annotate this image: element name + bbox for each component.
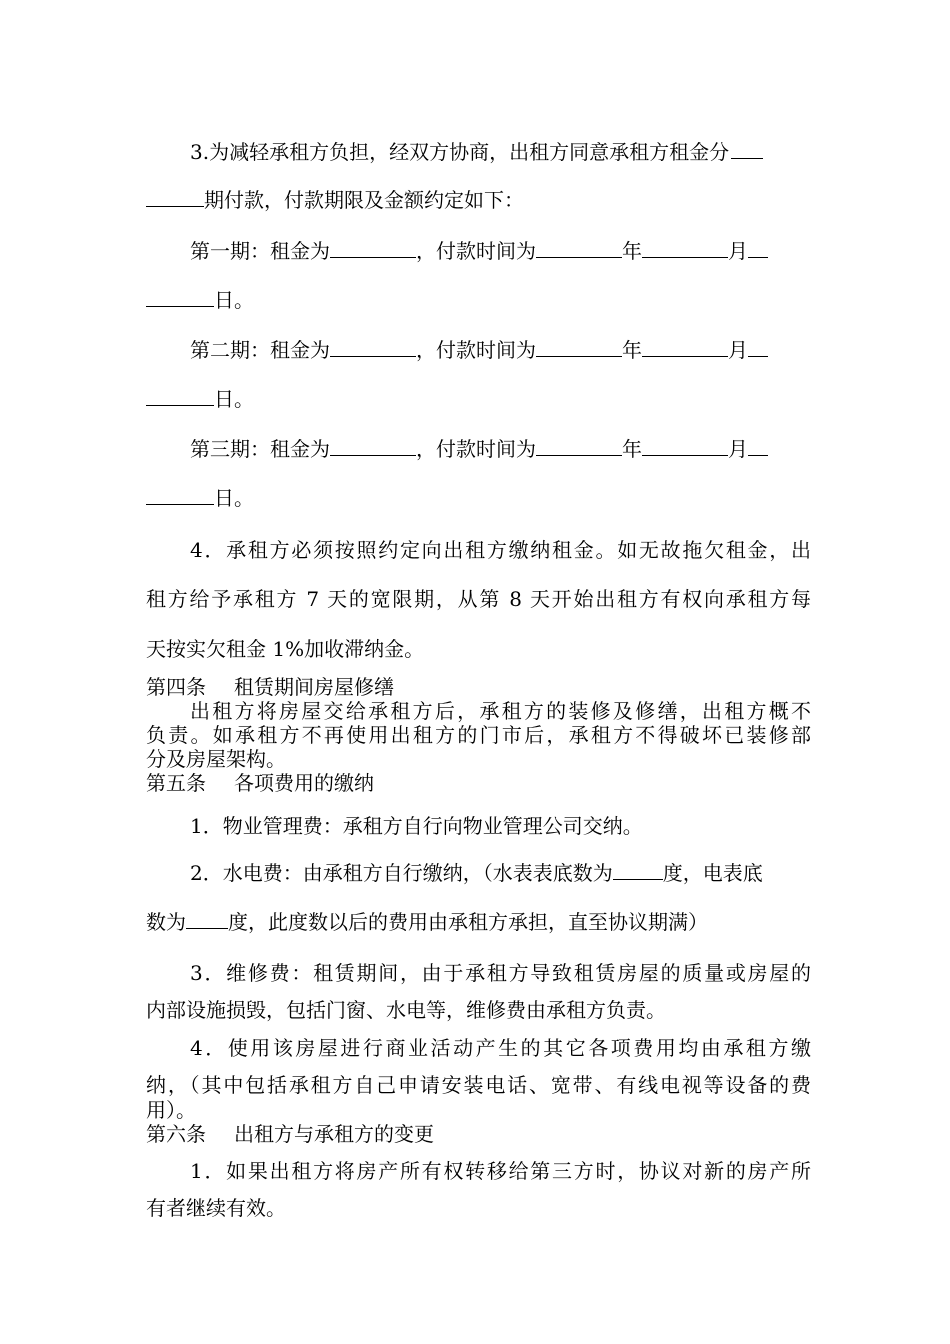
installment-3-line2 (146, 485, 811, 511)
article-title: 出租方与承租方的变更 (234, 1122, 434, 1146)
blank-rent (330, 338, 416, 357)
item3-line2 (146, 187, 811, 213)
year-label: 年 (622, 338, 642, 362)
installment-1-line2 (146, 287, 811, 313)
installment-label: 第三期：租金为 (190, 437, 330, 461)
blank-month (642, 338, 728, 357)
item2-text-b: 度，电表底 (662, 861, 763, 885)
article5-item4-line3: 用）。 (146, 1098, 196, 1122)
article6-item1-line2: 有者继续有效。 (146, 1196, 286, 1220)
article4-p3: 分及房屋架构。 (146, 747, 286, 771)
blank-year (536, 437, 622, 456)
article-title: 租赁期间房屋修缮 (234, 675, 394, 699)
item2-text-c: 数为 (146, 910, 186, 934)
blank-month (642, 437, 728, 456)
blank-year (536, 239, 622, 258)
blank-installment-count (731, 140, 763, 159)
blank-day (748, 239, 768, 258)
blank-electric-meter (186, 910, 228, 929)
item2-text-d: 度，此度数以后的费用由承租方承担，直至协议期满） (228, 910, 708, 934)
installment-2-line2 (146, 386, 811, 412)
month-label: 月 (728, 338, 748, 362)
blank-day (748, 437, 768, 456)
month-label: 月 (728, 437, 748, 461)
installment-time-label: ，付款时间为 (416, 239, 536, 263)
installment-1-line1 (190, 238, 811, 264)
blank-day-cont (146, 288, 214, 307)
month-label: 月 (728, 239, 748, 263)
article6-heading (146, 1122, 434, 1146)
blank-rent (330, 239, 416, 258)
article-number: 第六条 (146, 1122, 206, 1146)
blank-day (748, 338, 768, 357)
day-label: 日。 (214, 288, 254, 312)
article-title: 各项费用的缴纳 (234, 771, 374, 795)
item4-line1: 4．承租方必须按照约定向出租方缴纳租金。如无故拖欠租金，出 (190, 538, 811, 562)
item3-line1 (190, 139, 811, 165)
blank-year (536, 338, 622, 357)
installment-label: 第一期：租金为 (190, 239, 330, 263)
item4-line3: 天按实欠租金 1%加收滞纳金。 (146, 637, 425, 661)
blank-installment-count-cont (146, 188, 204, 207)
year-label: 年 (622, 239, 642, 263)
item3-text: 3.为减轻承租方负担，经双方协商，出租方同意承租方租金分 (190, 140, 730, 164)
article5-item2-line2 (146, 909, 811, 935)
article5-item4-line1: 4．使用该房屋进行商业活动产生的其它各项费用均由承租方缴 (190, 1036, 811, 1060)
installment-time-label: ，付款时间为 (416, 437, 536, 461)
blank-day-cont (146, 387, 214, 406)
article4-p1: 出租方将房屋交给承租方后，承租方的装修及修缮，出租方概不 (190, 699, 811, 723)
article4-heading (146, 675, 394, 699)
article5-item3-line1: 3．维修费：租赁期间，由于承租方导致租赁房屋的质量或房屋的 (190, 961, 811, 985)
installment-label: 第二期：租金为 (190, 338, 330, 362)
installment-2-line1 (190, 337, 811, 363)
article5-heading (146, 771, 374, 795)
day-label: 日。 (214, 486, 254, 510)
item2-text-a: 2．水电费：由承租方自行缴纳，（水表表底数为 (190, 861, 613, 885)
blank-water-meter (613, 861, 663, 880)
blank-rent (330, 437, 416, 456)
day-label: 日。 (214, 387, 254, 411)
installment-time-label: ，付款时间为 (416, 338, 536, 362)
article5-item4-line2: 纳，（其中包括承租方自己申请安装电话、宽带、有线电视等设备的费 (146, 1073, 811, 1097)
blank-month (642, 239, 728, 258)
item4-line2: 租方给予承租方 7 天的宽限期，从第 8 天开始出租方有权向承租方每 (146, 587, 811, 611)
article4-p2: 负责。如承租方不再使用出租方的门市后，承租方不得破坏已装修部 (146, 723, 811, 747)
article5-item3-line2: 内部设施损毁，包括门窗、水电等，维修费由承租方负责。 (146, 998, 666, 1022)
installment-3-line1 (190, 436, 811, 462)
article5-item2-line1 (190, 860, 811, 886)
article-number: 第四条 (146, 675, 206, 699)
blank-day-cont (146, 486, 214, 505)
article-number: 第五条 (146, 771, 206, 795)
year-label: 年 (622, 437, 642, 461)
article6-item1-line1: 1．如果出租方将房产所有权转移给第三方时，协议对新的房产所 (190, 1159, 811, 1183)
item3-suffix: 期付款，付款期限及金额约定如下： (204, 188, 524, 212)
article5-item1: 1．物业管理费：承租方自行向物业管理公司交纳。 (190, 814, 643, 838)
